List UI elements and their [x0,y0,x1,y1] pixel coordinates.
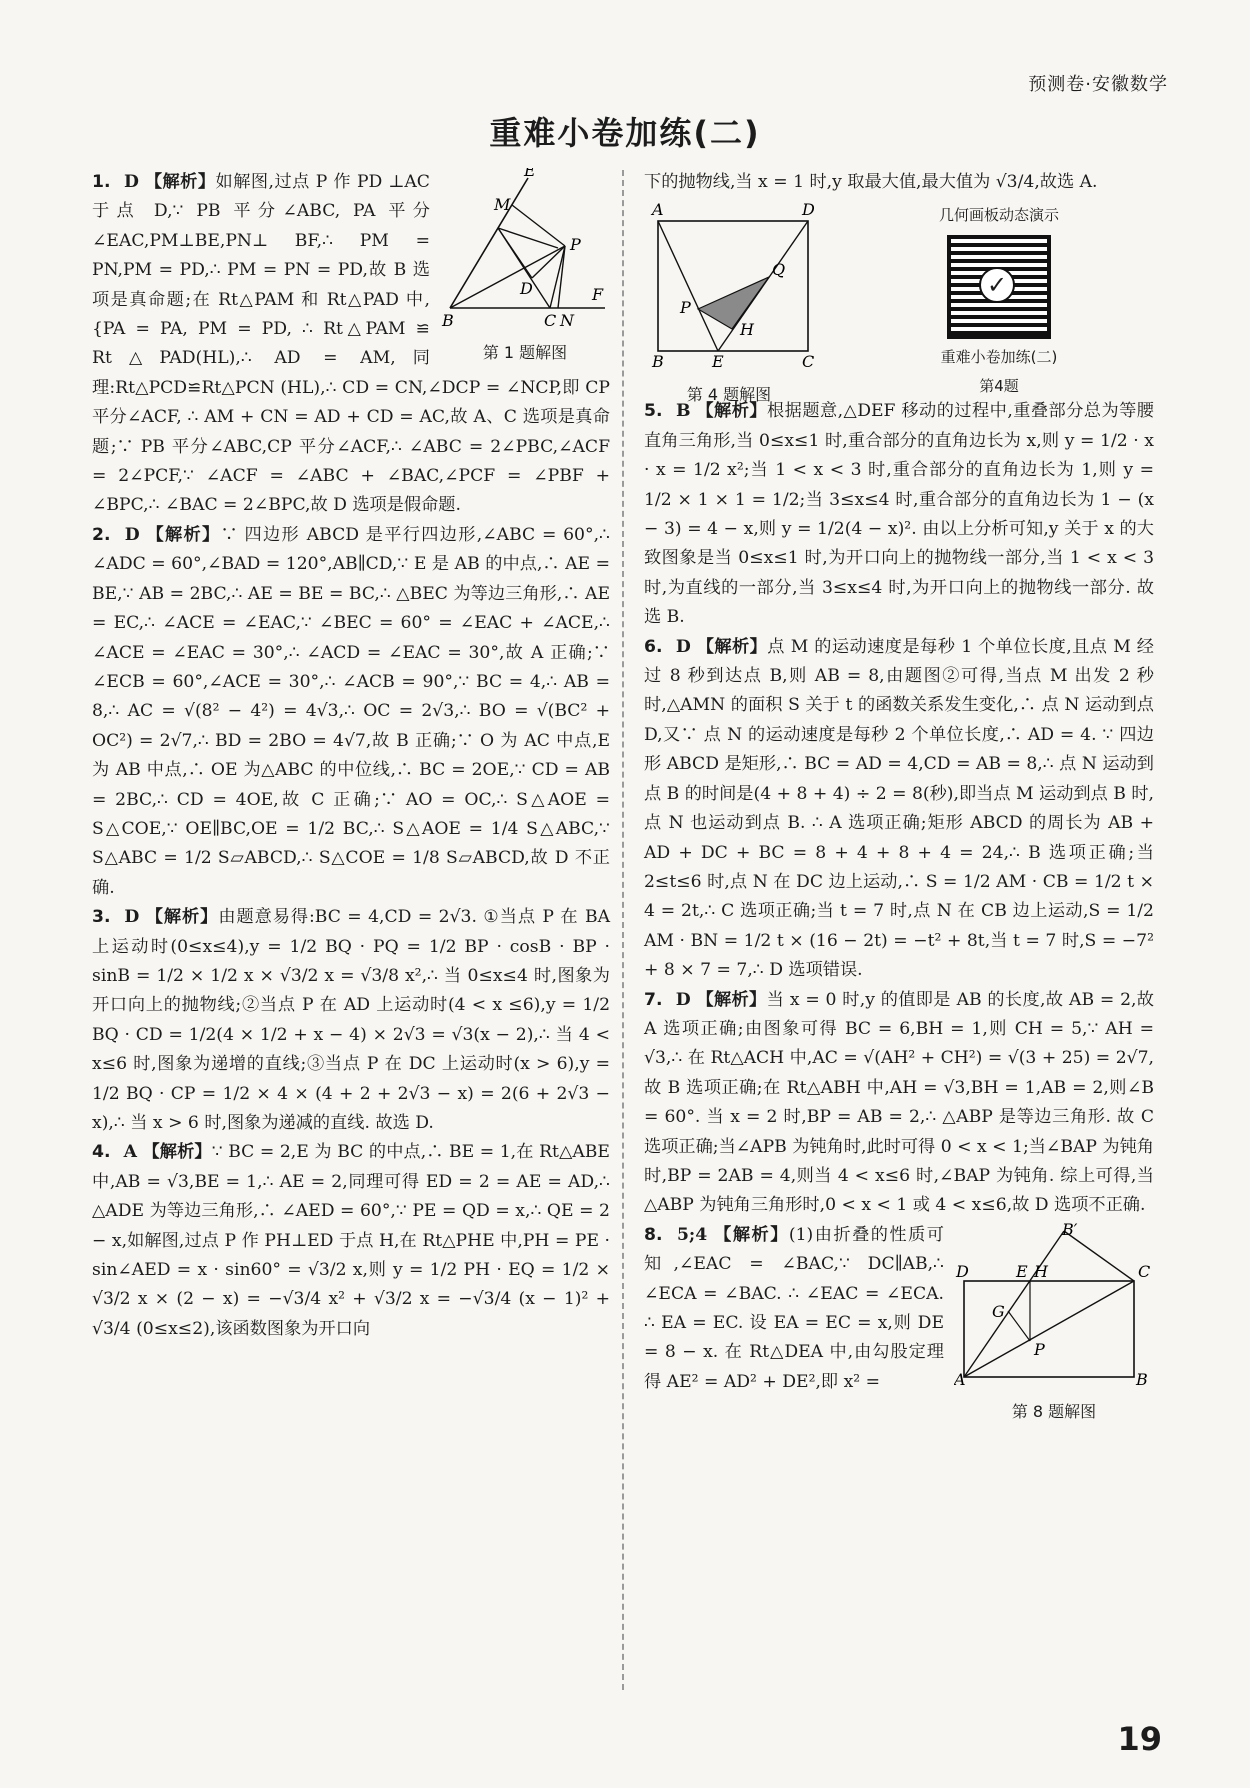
solution-5-text: 根据题意,△DEF 移动的过程中,重叠部分总为等腰直角三角形,当 0≤x≤1 时,重合部分的直角边长为 x,则 y = 1/2 · x · x = 1/2 x²;当 1 < x < 3 时,重合部分的直角边长为 1,则 y = 1/2 × 1 × 1 = 1/2;当 3≤x≤4 时,重合部分的直角边长为 1 − (x − 3) = 4 − x,则 y = 1/2(4 − x)². 由以上分析可知,y 关于 x 的大致图象是当 0≤x≤1 时,为开口向上的抛物线一部分,当 1 < x < 3 时,为直线的一部分,当 3≤x≤4 时,为开口向上的抛物线一部分. 故选 B. [644,401,1154,628]
solution-3-number: 3. [92,907,111,928]
figure-4-label-B: B [652,352,664,370]
solution-8-text: (1)由折叠的性质可知,∠EAC = ∠BAC,∵ DC∥AB,∴ ∠ECA = ∠BAC. ∴ ∠EAC = ∠ECA. ∴ EA = EC. 设 EA = EC = x,则 DE = 8 − x. 在 Rt△DEA 中,由勾股定理得 AE² = AD² + DE²,即 x² = [644,1224,944,1392]
check-icon: ✓ [979,267,1015,303]
figure-8-label-H: H [1034,1261,1048,1281]
figure-1-label-P: P [570,235,581,254]
solution-4-tag: 【解析】 [142,1142,212,1163]
solution-6-answer: D [675,636,691,657]
solution-4-number: 4. [92,1142,111,1163]
figure-1 [440,168,610,363]
figure-4-diagram [644,201,814,369]
series-header: 预测卷·安徽数学 [1028,74,1168,95]
qr-caption-1: 重难小卷加练(二) [940,347,1058,366]
column-divider [622,170,624,1690]
page-title: 重难小卷加练(二) [489,114,761,152]
qr-caption-2: 第4题 [979,377,1019,396]
left-column [92,168,610,1344]
figure-8-label-G: G [992,1301,1005,1321]
solution-8 [644,1220,1154,1422]
figure-8-label-B: B [1136,1369,1148,1387]
solution-2-answer: D [124,524,140,545]
figure-4-caption: 第 4 题解图 [686,384,772,404]
figure-1-label-B: B [442,311,454,328]
solution-1 [92,168,610,521]
solution-4-text: ∵ BC = 2,E 为 BC 的中点,∴ BE = 1,在 Rt△ABE 中,AB = √3,BE = 1,∴ AE = 2,同理可得 ED = 2 = AE = AD,∴ △ADE 为等边三角形,∴ ∠AED = 60°,∵ PE = QD = x,∴ QE = 2 − x,如解图,过点 P 作 PH⊥ED 于点 H,在 Rt△PHE 中,PH = PE · sin∠AED = x · sin60° = √3/2 x,则 y = 1/2 PH · EQ = 1/2 × √3/2 x × (2 − x) = −√3/4 x² + √3/2 x = −√3/4 (x − 1)² + √3/4 (0≤x≤2),该函数图象为开口向 [92,1142,610,1339]
page-number: 19 [1117,1720,1162,1758]
solution-3 [92,903,610,1138]
figure-4-label-A: A [652,201,664,220]
solution-2-tag: 【解析】 [146,524,221,545]
right-column [644,168,1155,1422]
solution-4-answer: A [123,1142,137,1163]
solution-3-text: 由题意易得:BC = 4,CD = 2√3. ①当点 P 在 BA 上运动时(0≤x≤4),y = 1/2 BQ · PQ = 1/2 BP · cosB · BP · sinB = 1/2 × 1/2 x × √3/2 x = √3/8 x²,∴ 当 0≤x≤4 时,图象为开口向上的抛物线;②当点 P 在 AD 上运动时(4 < x ≤6),y = 1/2 BQ · CD = 1/2(4 × 1/2 + x − 4) × 2√3 = √3(x − 2),∴ 当 4 < x≤6 时,图象为递增的直线;③当点 P 在 DC 上运动时(x > 6),y = 1/2 BQ · CP = 1/2 × 4 × (4 + 2 + 2√3 − x) = 2(6 + 2√3 − x),∴ 当 x > 6 时,图象为递减的直线. 故选 D. [92,907,610,1133]
solution-8-number: 8. [644,1224,663,1245]
figure-8-label-P: P [1034,1339,1045,1359]
solution-8-tag: 【解析】 [714,1224,789,1245]
solution-7-tag: 【解析】 [696,989,767,1010]
figure-1-label-M: M [494,195,511,214]
solution-6 [644,633,1154,986]
figure-1-label-D: D [520,279,533,298]
solution-5 [644,397,1154,632]
figure-8-diagram [954,1221,1154,1387]
solution-1-answer: D [123,172,139,192]
figure-4-label-D: D [802,201,814,220]
solution-4-continued-text: 下的抛物线,当 x = 1 时,y 取最大值,最大值为 √3/4,故选 A. [644,172,1098,192]
figure-4-label-H: H [740,320,754,340]
figure-8-label-A: A [954,1369,966,1387]
solution-8-answer: 5;4 [676,1224,708,1245]
figure-4-label-C: C [802,352,814,370]
solution-2-text: ∵ 四边形 ABCD 是平行四边形,∠ABC = 60°,∴ ∠ADC = 60°,∠BAD = 120°,AB∥CD,∵ E 是 AB 的中点,∴ AE = BE,∵ AB = 2BC,∴ AE = BE = BC,∴ △BEC 为等边三角形,∴ AE = EC,∴ ∠ACE = ∠EAC,∵ ∠BEC = 60° = ∠EAC + ∠ACE,∴ ∠ACE = ∠EAC = 30°,∴ ∠ACD = ∠EAC = 30°,故 A 正确;∵ ∠ECB = 60°,∠ACE = 30°,∴ ∠ACB = 90°,∵ BC = 4,∴ AB = 8,∴ AC = √(8² − 4²) = 4√3,∴ OC = 2√3,∴ BO = √(BC² + OC²) = 2√7,∴ BD = 2BO = 4√7,故 B 正确;∵ O 为 AC 中点,E 为 AB 中点,∴ OE 为△ABC 的中位线,∴ BC = 2OE,∵ CD = AB = 2BC,∴ CD = 4OE,故 C 正确;∵ AO = OC,∴ S△AOE = S△COE,∵ OE∥BC,OE = 1/2 BC,∴ S△AOE = 1/4 S△ABC,∵ S△ABC = 1/2 S▱ABCD,∴ S△COE = 1/8 S▱ABCD,故 D 不正确. [92,524,610,898]
figure-1-label-C: C [544,311,557,328]
figure-4-label-P: P [680,298,691,318]
solution-5-number: 5. [644,401,663,422]
figure-8-label-Bprime: B′ [1062,1220,1078,1239]
figure-4 [644,201,814,409]
solution-1-text: 如解图,过点 P 作 PD ⊥AC 于点 D,∵ PB 平分∠ABC, PA 平分∠EAC,PM⊥BE,PN⊥ BF,∴ PM = PN,PM = PD,∴ PM = PN = PD,故 B 选项是真命题;在 Rt△PAM 和 Rt△PAD 中, {PA = PA, PM = PD, ∴ Rt△PAM ≌ Rt△PAD(HL),∴ AD = AM,同理:Rt△PCD≌Rt△PCN (HL),∴ CD = CN,∠DCP = ∠NCP,即 CP 平分∠ACF, ∴ AM + CN = AD + CD = AC,故 A、C 选项是真命题;∵ PB 平分∠ABC,CP 平分∠ACF,∴ ∠ABC = 2∠PBC,∠ACF = 2∠PCF,∵ ∠ACF = ∠ABC + ∠BAC,∠PCF = ∠PBF + ∠BPC,∴ ∠BAC = 2∠BPC,故 D 选项是假命题. [92,172,610,516]
qr-block[interactable] [904,201,1094,401]
solution-6-text: 点 M 的运动速度是每秒 1 个单位长度,且点 M 经过 8 秒到达点 B,则 AB = 8,由题图②可得,当点 M 出发 2 秒时,△AMN 的面积 S 关于 t 的函数关系发生变化,∴ 点 N 运动到点 D,又∵ 点 N 的运动速度是每秒 2 个单位长度,∴ AD = 4. ∵ 四边形 ABCD 是矩形,∴ BC = AD = 4,CD = AB = 8,∴ 点 N 运动到点 B 的时间是(4 + 8 + 4) ÷ 2 = 8(秒),即当点 M 运动到点 B 时,点 N 也运动到点 B. ∴ A 选项正确;矩形 ABCD 的周长为 AB + AD + DC + BC = 8 + 4 + 8 + 4 = 24,∴ B 选项正确;当 2≤t≤6 时,点 N 在 DC 边上运动,∴ S = 1/2 AM · CB = 1/2 t × 4 = 2t,∴ C 选项正确;当 t = 7 时,点 N 在 CB 边上运动,S = 1/2 AM · BN = 1/2 t × (16 − 2t) = −t² + 8t,当 t = 7 时,S = −7² + 8 × 7 = 7,∴ D 选项错误. [644,636,1155,981]
figure-8 [954,1220,1154,1422]
figure-4-label-Q: Q [772,260,786,280]
figure-4-block [644,201,1154,404]
figure-8-caption: 第 8 题解图 [1011,1402,1097,1422]
figure-1-diagram [440,168,610,328]
solution-4-continued [644,168,1154,197]
solution-3-answer: D [124,907,140,928]
solution-5-tag: 【解析】 [696,401,768,422]
figure-1-caption: 第 1 题解图 [482,343,568,363]
solution-7-number: 7. [644,989,663,1010]
figure-8-label-C: C [1138,1261,1151,1281]
solution-7-text: 当 x = 0 时,y 的值即是 AB 的长度,故 AB = 2,故 A 选项正确;由图象可得 BC = 6,BH = 1,则 CH = 5,∵ AH = √3,∴ 在 Rt△ACH 中,AC = √(AH² + CH²) = √(3 + 25) = 2√7,故 B 选项正确;在 Rt△ABH 中,AH = √3,BH = 1,AB = 2,则∠B = 60°. 当 x = 2 时,BP = AB = 2,∴ △ABP 是等边三角形. 故 C 选项正确;当∠APB 为钝角时,此时可得 0 < x < 1;当∠BAP 为钝角时,BP = 2AB = 4,则当 4 < x≤6 时,∠BAP 为钝角. 综上可得,当△ABP 为钝角三角形时,0 < x < 1 或 4 < x≤6,故 D 选项不正确. [644,989,1154,1216]
solution-6-number: 6. [644,636,663,657]
figure-1-label-F: F [592,285,604,304]
figure-1-label-E: E [524,168,536,180]
figure-4-label-E: E [712,352,724,370]
figure-8-label-D: D [956,1261,969,1281]
solution-5-answer: B [675,401,691,422]
qr-code[interactable] [947,235,1051,339]
solution-3-tag: 【解析】 [145,907,219,928]
qr-title: 几何画板动态演示 [938,206,1059,225]
solution-6-tag: 【解析】 [696,636,768,657]
solution-7-answer: D [675,989,691,1010]
solution-1-tag: 【解析】 [144,172,216,192]
solution-1-number: 1. [92,172,111,192]
solution-2-number: 2. [92,524,111,545]
solution-4 [92,1138,610,1344]
figure-1-label-N: N [560,311,574,328]
figure-8-label-E: E [1016,1261,1028,1281]
solution-7 [644,986,1154,1221]
solution-2 [92,521,610,903]
